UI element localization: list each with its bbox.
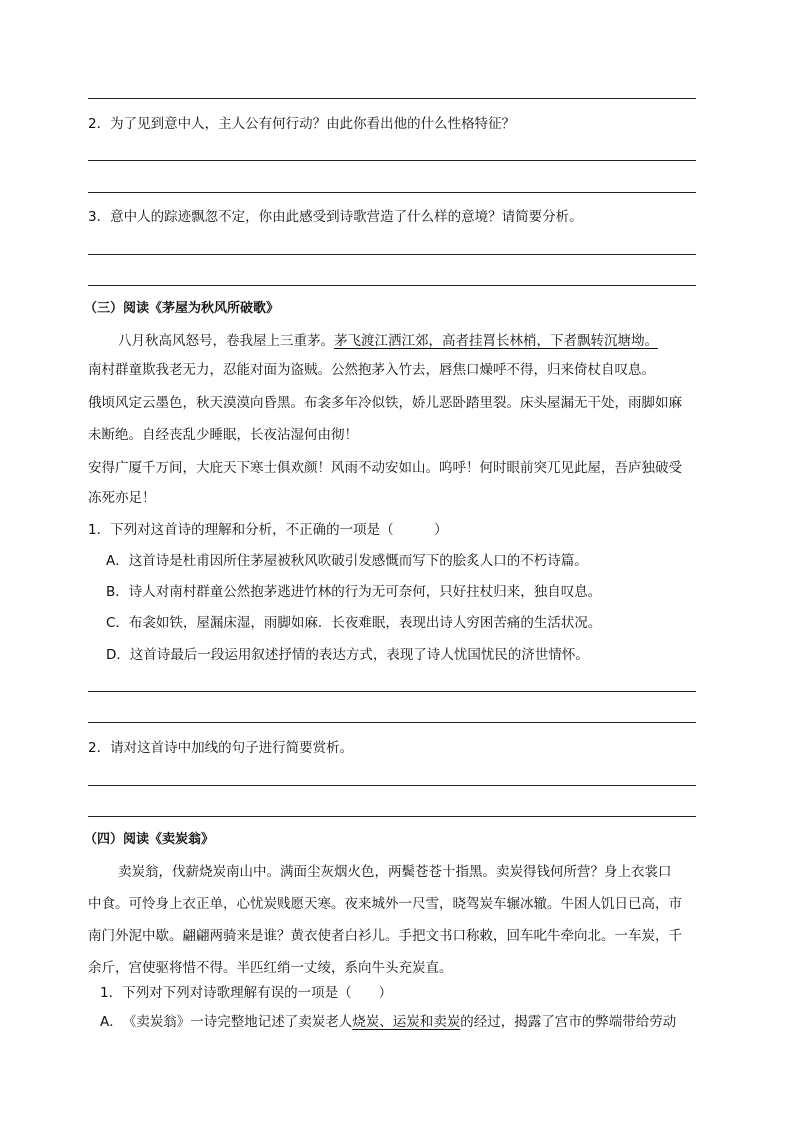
poem-line: 南门外泥中歇。翩翩两骑来是谁？黄衣使者白衫儿。手把文书口称敕，回车叱牛牵向北。一车炭，千: [88, 928, 682, 944]
poem-line: 余斤，宫使驱将惜不得。半匹红绡一丈绫，系向牛头充炭直。: [88, 960, 453, 976]
question-2: 2．为了见到意中人，主人公有何行动？由此你看出他的什么性格特征？: [88, 116, 516, 132]
answer-line: [88, 98, 696, 99]
option-a-prefix: A． 《卖炭翁》一诗完整地记述了卖炭老人: [100, 1014, 353, 1030]
question-1: 1．下列对下列对诗歌理解有误的一项是（ ）: [100, 985, 393, 1001]
section-heading: （四）阅读《卖炭翁》: [84, 832, 215, 847]
option-c: C．布衾如铁，屋漏床湿，雨脚如麻．长夜难眠，表现出诗人穷困苦痛的生活状况。: [106, 615, 602, 631]
section-heading: （三）阅读《茅屋为秋风所破歌》: [84, 301, 280, 316]
option-a-suffix: 的经过，揭露了宫市的弊端带给劳动: [460, 1014, 677, 1030]
option-d: D．这首诗最后一段运用叙述抒情的表达方式，表现了诗人忧国忧民的济世情怀。: [106, 647, 589, 663]
option-b: B．诗人对南村群童公然抱茅逃进竹林的行为无可奈何，只好拄杖归来，独自叹息。: [106, 584, 602, 600]
poem-line: 冻死亦足！: [88, 490, 156, 506]
answer-line: [88, 816, 696, 817]
option-a: [100, 1012, 676, 1032]
option-a: A．这首诗是杜甫因所住茅屋被秋风吹破引发感慨而写下的脍炙人口的不朽诗篇。: [106, 553, 588, 569]
answer-line: [88, 254, 696, 255]
poem-line: 南村群童欺我老无力，忍能对面为盗贼。公然抱茅入竹去，唇焦口燥呼不得，归来倚杖自叹息。: [88, 362, 655, 378]
question-1: 1．下列对这首诗的理解和分析，不正确的一项是（ ）: [88, 522, 448, 538]
answer-line: [88, 691, 696, 692]
poem-line: 安得广厦千万间，大庇天下寒士俱欢颜！风雨不动安如山。呜呼！何时眼前突兀见此屋，吾庐独破受: [88, 460, 682, 476]
answer-line: [88, 285, 696, 286]
question-3: 3．意中人的踪迹飘忽不定，你由此感受到诗歌营造了什么样的意境？请简要分析。: [88, 209, 583, 225]
answer-line: [88, 192, 696, 193]
poem-line: 中食。可怜身上衣正单，心忧炭贱愿天寒。夜来城外一尺雪，晓驾炭车辗冰辙。牛困人饥日已高，市: [88, 896, 682, 912]
poem-line-text: 八月秋高风怒号，卷我屋上三重茅。: [118, 333, 334, 349]
underlined-phrase: 烧炭、运炭和卖炭: [352, 1014, 461, 1030]
answer-line: [88, 785, 696, 786]
underlined-verse: 茅飞渡江洒江郊，高者挂罥长林梢，下者飘转沉塘坳。: [334, 333, 658, 349]
poem-line: [118, 331, 658, 351]
poem-line: 未断绝。自经丧乱少睡眠，长夜沾湿何由彻！: [88, 427, 358, 443]
answer-line: [88, 160, 696, 161]
poem-line: 俄顷风定云墨色，秋天漠漠向昏黑。布衾多年冷似铁，娇儿恶卧踏里裂。床头屋漏无干处，雨脚如麻: [88, 395, 682, 411]
answer-line: [88, 722, 696, 723]
question-2: 2．请对这首诗中加线的句子进行简要赏析。: [88, 740, 354, 756]
poem-line: 卖炭翁，伐薪烧炭南山中。满面尘灰烟火色，两鬓苍苍十指黑。卖炭得钱何所营？身上衣裳口: [118, 864, 672, 880]
